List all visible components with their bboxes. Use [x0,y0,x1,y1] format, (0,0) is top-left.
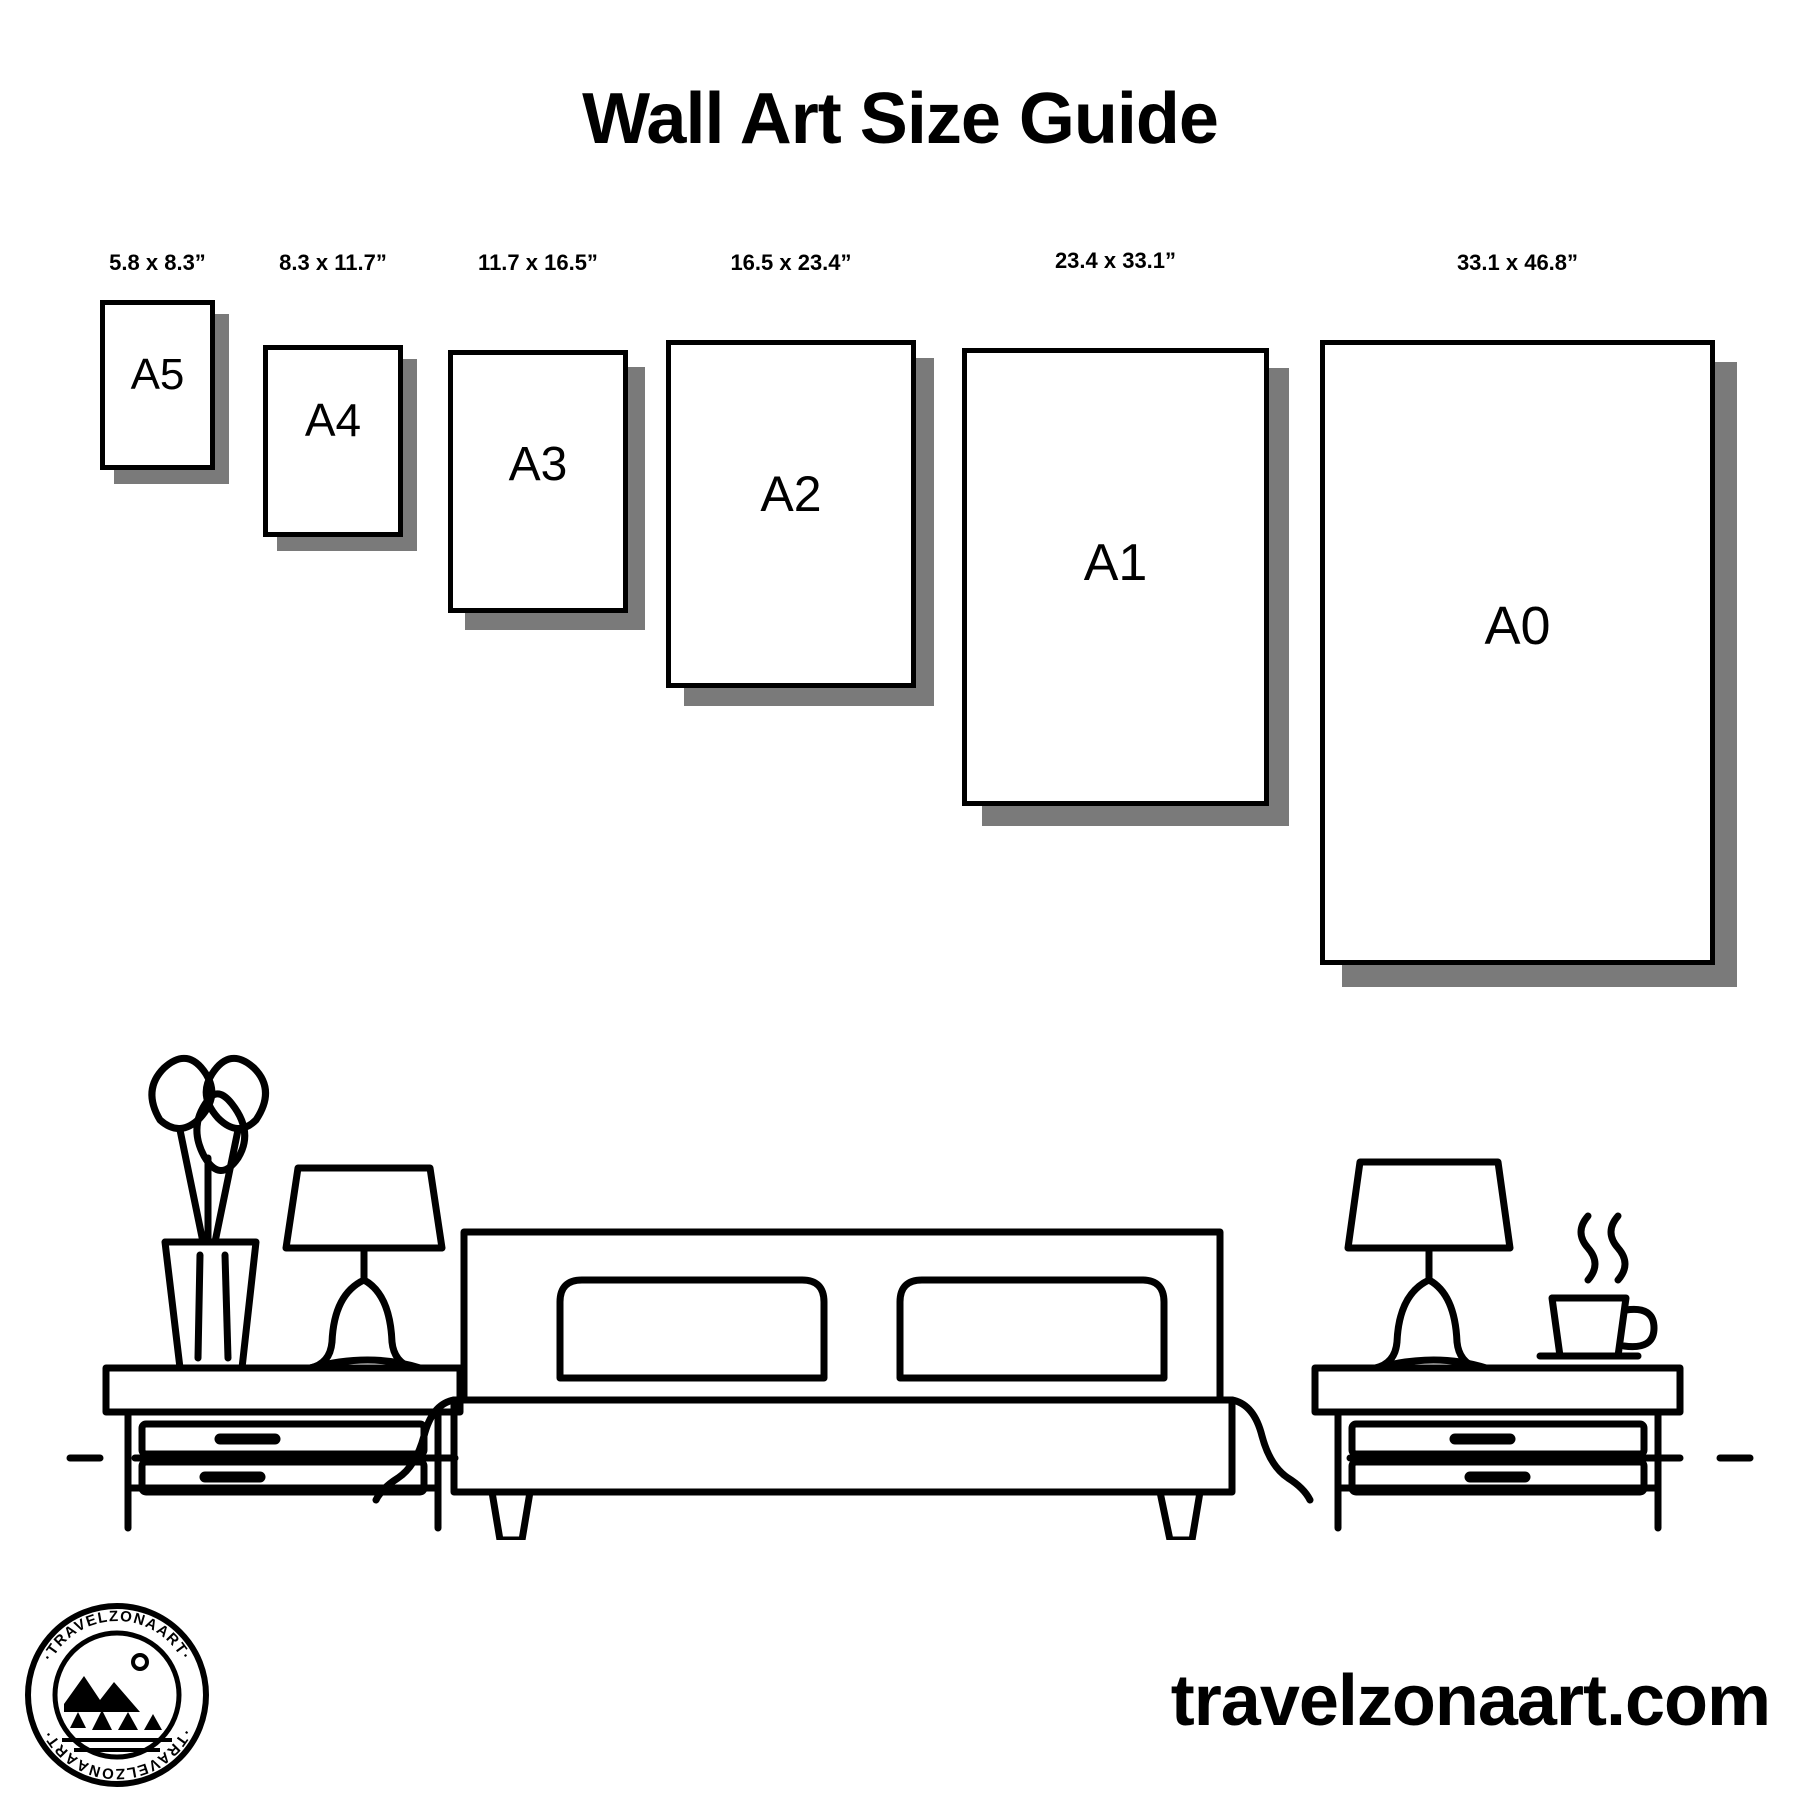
svg-text:·TRAVELZONAART· [39,1726,194,1782]
frame-dimension-label-a5: 5.8 x 8.3” [109,250,206,275]
page-title: Wall Art Size Guide [582,79,1218,159]
frame-size-name-a3: A3 [508,438,568,491]
frame-group-a1 [962,248,1269,806]
right-nightstand-icon [1315,1368,1680,1528]
frame-size-name-a5: A5 [130,350,185,399]
svg-text:·TRAVELZONAART· [39,1608,194,1664]
frame-size-name-a4: A4 [304,394,362,446]
left-nightstand-icon [106,1368,460,1528]
frame-dimension-label-a3: 11.7 x 16.5” [478,250,598,275]
frame-size-name-a1: A1 [1083,534,1148,592]
flower-vase-icon [152,1058,266,1368]
brand-logo [22,1600,212,1790]
frame-group-a5 [100,250,215,470]
right-table-lamp-icon [1348,1162,1510,1368]
frame-dimension-label-a0: 33.1 x 46.8” [1456,250,1579,275]
bed-icon [376,1232,1310,1540]
logo-ring-text-bottom: ·TRAVELZONAART· [39,1726,195,1783]
frame-group-a2 [666,250,916,688]
frame-group-a3 [448,250,628,613]
frame-group-a4 [263,250,403,537]
left-table-lamp-icon [286,1168,442,1368]
frame-dimension-label-a4: 8.3 x 11.7” [279,250,387,275]
logo-ring-text-top: ·TRAVELZONAART· [39,1607,195,1664]
frame-size-name-a2: A2 [760,466,822,522]
bedroom-scene-illustration [60,980,1760,1540]
website-url[interactable]: travelzonaart.com [1170,1661,1770,1741]
logo-mountain-scene [62,1655,172,1750]
frame-dimension-label-a2: 16.5 x 23.4” [730,250,852,275]
frame-size-name-a0: A0 [1484,596,1551,656]
coffee-cup-icon [1540,1216,1654,1356]
frame-group-a0 [1320,250,1715,965]
frame-dimension-label-a1: 23.4 x 33.1” [1054,248,1177,273]
